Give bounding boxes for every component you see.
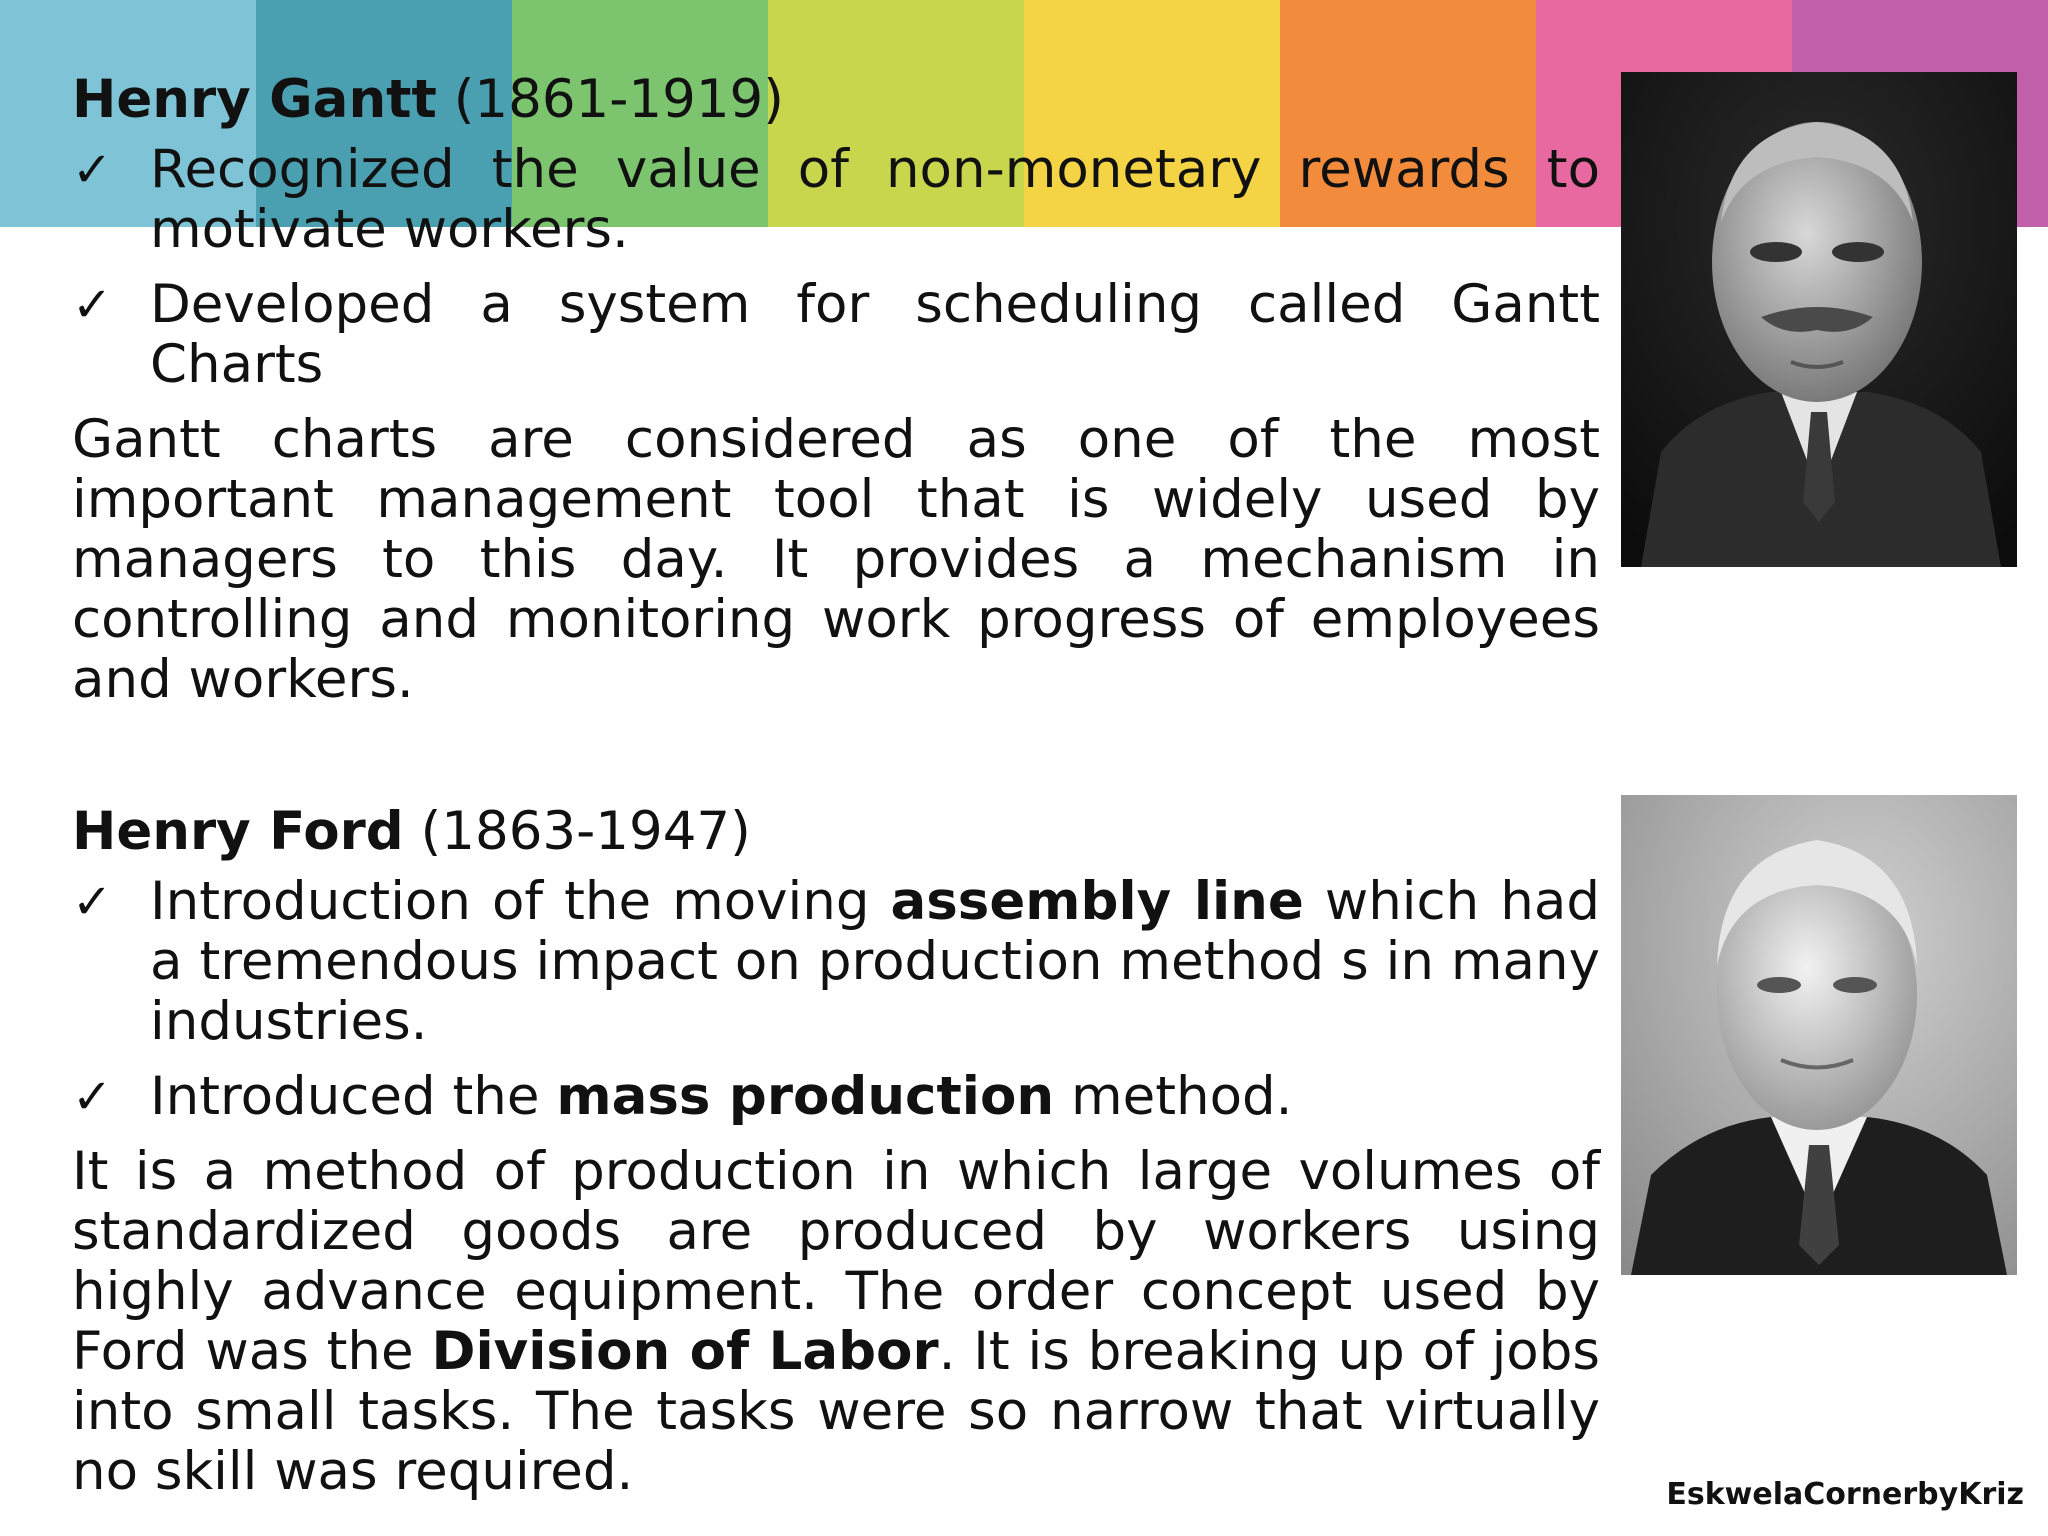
ford-years: (1863-1947) <box>420 801 751 862</box>
credit-watermark: EskwelaCornerbyKriz <box>1666 1477 2024 1512</box>
henry-gantt-portrait <box>1621 72 2017 567</box>
slide-content <box>72 70 1600 1502</box>
gantt-paragraph: Gantt charts are considered as one of the most important management tool that is widely used by managers to this day. It provides a mechanism in controlling and monitoring work progress of employees and workers. <box>72 409 1600 710</box>
check-icon: ✓ <box>72 874 113 930</box>
gantt-bullets <box>72 140 1600 395</box>
ford-name: Henry Ford <box>72 801 404 862</box>
ford-bullets <box>72 872 1600 1127</box>
gantt-bullet-1: ✓ Recognized the value of non-monetary rewards to motivate workers. <box>72 139 1600 260</box>
check-icon: ✓ <box>72 1069 113 1125</box>
check-icon: ✓ <box>72 277 113 333</box>
gantt-heading <box>72 70 1600 130</box>
ford-bullet-2: ✓ Introduced the mass production method. <box>72 1066 1293 1127</box>
gantt-name: Henry Gantt <box>72 69 437 130</box>
ford-bullet-1: ✓ Introduction of the moving assembly line which had a tremendous impact on production method s in many industries. <box>72 871 1600 1052</box>
gantt-bullet-2: ✓ Developed a system for scheduling called Gantt Charts <box>72 274 1600 395</box>
check-icon: ✓ <box>72 142 113 198</box>
ford-heading <box>72 802 1600 862</box>
henry-ford-portrait <box>1621 795 2017 1275</box>
ford-paragraph: It is a method of production in which large volumes of standardized goods are produced by workers using highly advance equipment. The order concept used by Ford was the Division of Labor. It is breaking up of jobs into small tasks. The tasks were so narrow that virtually no skill was required. <box>72 1141 1600 1502</box>
gantt-years: (1861-1919) <box>453 69 784 130</box>
